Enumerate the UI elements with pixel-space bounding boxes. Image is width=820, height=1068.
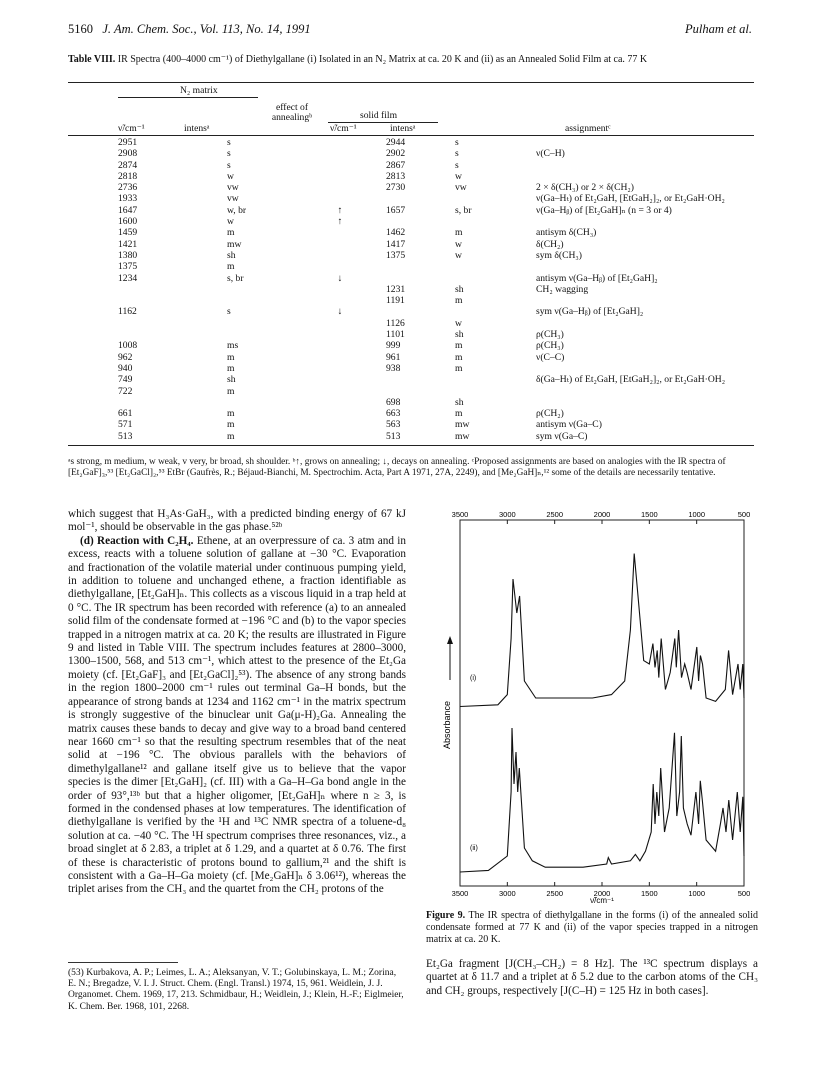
cell-nu-solid: 2902 bbox=[386, 148, 406, 160]
group-n2-matrix: N₂ matrix bbox=[180, 85, 218, 96]
table-row bbox=[68, 318, 754, 329]
cell-assignment bbox=[528, 363, 754, 374]
cell-assignment: ν(Ga–Hᵦ) of [Et₂GaH]ₙ (n = 3 or 4) bbox=[536, 204, 672, 216]
cell-assignment bbox=[528, 261, 754, 272]
paragraph-2-text: Ethene, at an overpressure of ca. 3 atm and in excess, reacts with a toluene solution of gallane at −30 °C. Evaporation and fractionation of the volatile material under continuous pumping yield, in addition to toluene and unchanged ethene, a fraction identifiable as diethylgallane, [Et₂GaH]ₙ. This collects as a viscous liquid in a trap held at 0 °C. The IR spectrum has been recorded with reference (a) to an annealed solid film of the condensate formed at −196 °C and (b) to the vapor species trapped in a nitrogen matrix at ca. 20 K; the results are illustrated in Figure 9 and listed in Table VIII. The spectrum includes features at 2800–3000, 1300–1500, 568, and 513 cm⁻¹, which attest to the presence of the Et₂Ga moiety (cf. [Et₂GaF]₃ and [Et₂GaCl]₂⁵³). The absence of any strong bands in the region 1800–2000 cm⁻¹ rules out terminal Ga–H bonds, but the appearance of strong bands at 1234 and 1162 cm⁻¹ in the matrix spectrum is strongly suggestive of the binuclear unit Ga(μ-H)₂Ga. Annealing the matrix causes these bands to decay and give way to a broad band centered near 1660 cm⁻¹ so that the resulting spectrum resembles that of the neat solid at −196 °C. The obvious parallels with the behaviors of dimethylgallane¹² and gallane itself give us to believe that the vapor species is the dimer [Et₂GaH]₂ (cf. III) with a Ga–H–Ga bond angle in the order of 93°,¹³ᵇ but that a higher oligomer, [Et₂GaH]ₙ where n ≥ 3, is formed in the condensed phases at low temperatures. The identification of diethylgallane is verified by the ¹H and ¹³C NMR spectra of a toluene-d₈ solution at ca. −40 °C. The ¹H spectrum comprises three resonances, viz., a broad singlet at δ 2.83, a triplet at δ 1.29, and a quartet at δ 0.76. The first of these is characteristic of protons bound to gallium,²¹ and the shift is consistent with a Ga–H–Ga moiety (cf. [Me₂GaH]ₙ δ 3.06¹²), whereas the triplet arises from the CH₃ and the quartet from the CH₂ protons of the bbox=[68, 534, 406, 896]
table-row bbox=[68, 431, 754, 442]
table-row bbox=[68, 306, 754, 317]
figure-9-caption bbox=[426, 910, 758, 946]
cell-intens-solid: sh bbox=[455, 329, 464, 341]
cell-nu-matrix bbox=[68, 329, 201, 340]
table-row bbox=[68, 148, 754, 159]
cell-assignment bbox=[528, 397, 754, 408]
cell-assignment: antisym ν(Ga–Hᵦ) of [Et₂GaH]₂ bbox=[536, 272, 658, 284]
figure-9-chart bbox=[426, 510, 758, 908]
cell-annealing bbox=[314, 171, 366, 182]
cell-nu-matrix: 1600 bbox=[118, 216, 138, 228]
cell-intens-matrix: mw bbox=[227, 238, 242, 250]
cell-assignment: antisym δ(CH₃) bbox=[536, 227, 597, 239]
cell-intens-matrix: m bbox=[227, 385, 235, 397]
journal-citation: J. Am. Chem. Soc., Vol. 113, No. 14, 1991 bbox=[102, 22, 311, 36]
cell-nu-matrix: 1234 bbox=[118, 272, 138, 284]
cell-intens-solid bbox=[445, 306, 528, 317]
running-header bbox=[68, 22, 311, 37]
cell-nu-matrix: 2951 bbox=[118, 137, 138, 148]
cell-assignment bbox=[528, 295, 754, 306]
cell-nu-matrix: 1421 bbox=[118, 238, 138, 250]
cell-intens-solid bbox=[445, 216, 528, 227]
cell-nu-solid: 1126 bbox=[386, 317, 405, 329]
cell-assignment bbox=[528, 386, 754, 397]
table-row bbox=[68, 160, 754, 171]
cell-annealing: ↑ bbox=[337, 204, 343, 216]
cell-nu-solid: 698 bbox=[386, 396, 401, 408]
cell-nu-matrix: 1933 bbox=[118, 193, 138, 205]
running-authors: Pulham et al. bbox=[684, 22, 752, 36]
cell-intens-solid: m bbox=[455, 362, 463, 374]
cell-nu-solid bbox=[366, 216, 445, 227]
cell-nu-matrix: 1162 bbox=[118, 306, 137, 318]
reference-53: (53) Kurbakova, A. P.; Leimes, L. A.; Aleksanyan, V. T.; Golubinskaya, L. M.; Zorina, E. N.; Bregadze, V. I. J. Struct. Chem. (Engl. Transl.) 1974, 15, 961. Weidlein, J. J. Organomet. Chem. 1969, 17, 213. Schmidbaur, H.; Weidlein, J.; Klein, H.-F.; Eiglmeier, K. Chem. Ber. 1968, 101, 2268. bbox=[68, 968, 404, 1012]
cell-annealing bbox=[314, 261, 366, 272]
cell-nu-matrix: 2736 bbox=[118, 182, 138, 194]
figure-caption-text: The IR spectra of diethylgallane in the forms (i) of the annealed solid condensate formed at 77 K and (ii) of the vapor species trapped in a nitrogen matrix at ca. 20 K. bbox=[426, 910, 758, 945]
cell-annealing bbox=[314, 431, 366, 442]
cell-intens-solid: m bbox=[455, 295, 463, 307]
cell-assignment: ρ(CH₂) bbox=[536, 408, 564, 420]
cell-nu-matrix: 722 bbox=[118, 385, 133, 397]
cell-assignment bbox=[528, 171, 754, 182]
cell-annealing: ↓ bbox=[337, 272, 343, 284]
spectrum-trace-ii bbox=[460, 728, 744, 872]
cell-intens-matrix: s bbox=[227, 137, 231, 148]
cell-annealing bbox=[314, 148, 366, 159]
cell-nu-solid: 663 bbox=[386, 408, 401, 420]
cell-intens-matrix bbox=[201, 318, 314, 329]
col-intens2-header: intensᵃ bbox=[390, 123, 416, 134]
table-row bbox=[68, 261, 754, 272]
body-right-column: Et₂Ga fragment [J(CH₃–CH₂) = 8 Hz]. The ¹³C spectrum displays a quartet at δ 11.7 and a triplet at δ 5.2 due to the carbon atoms of the CH₃ and CH₂ groups, respectively [J(C–H) = 125 Hz in both cases]. bbox=[426, 958, 758, 997]
cell-intens-solid: m bbox=[455, 227, 463, 239]
cell-nu-solid: 1462 bbox=[386, 227, 406, 239]
table-row bbox=[68, 374, 754, 385]
cell-assignment: 2 × δ(CH₃) or 2 × δ(CH₂) bbox=[536, 182, 634, 194]
cell-assignment: ρ(CH₃) bbox=[536, 340, 564, 352]
absorbance-arrow-head bbox=[447, 636, 453, 644]
table-row bbox=[68, 137, 754, 148]
cell-intens-solid: m bbox=[455, 351, 463, 363]
cell-nu-solid bbox=[366, 386, 445, 397]
cell-intens-solid: sh bbox=[455, 283, 464, 295]
cell-intens-matrix: m bbox=[227, 430, 235, 442]
table-caption-text: IR Spectra (400–4000 cm⁻¹) of Diethylgallane (i) Isolated in an N₂ Matrix at ca. 20 K and (ii) as an Annealed Solid Film at ca. 77 K bbox=[117, 54, 648, 65]
cell-nu-matrix: 962 bbox=[118, 351, 133, 363]
table-row bbox=[68, 340, 754, 351]
table-row bbox=[68, 363, 754, 374]
cell-nu-solid bbox=[366, 261, 445, 272]
cell-intens-solid: sh bbox=[455, 396, 464, 408]
cell-intens-solid: mw bbox=[455, 419, 470, 431]
cell-annealing bbox=[314, 250, 366, 261]
paragraph-1: which suggest that H₃As·GaH₃, with a predicted binding energy of 67 kJ mol⁻¹, should be observable in the gas phase.⁵²ᵇ bbox=[68, 508, 406, 534]
cell-intens-solid: w bbox=[455, 249, 462, 261]
table-label: Table VIII. bbox=[68, 54, 116, 65]
cell-assignment: CH₂ wagging bbox=[536, 283, 589, 295]
cell-intens-matrix bbox=[201, 397, 314, 408]
cell-intens-solid: w bbox=[455, 238, 462, 250]
cell-assignment: ν(C–C) bbox=[536, 351, 565, 363]
cell-intens-matrix: w bbox=[227, 216, 234, 228]
figure-label: Figure 9. bbox=[426, 910, 466, 921]
cell-annealing bbox=[314, 352, 366, 363]
x-tick-label: 2000 bbox=[593, 889, 611, 898]
cell-assignment: ν(C–H) bbox=[536, 148, 565, 160]
cell-annealing bbox=[314, 363, 366, 374]
cell-intens-matrix: m bbox=[227, 351, 235, 363]
cell-nu-solid: 1375 bbox=[386, 249, 406, 261]
cell-nu-matrix bbox=[68, 318, 201, 329]
table-row bbox=[68, 386, 754, 397]
cell-annealing bbox=[314, 419, 366, 430]
cell-assignment: sym ν(Ga–C) bbox=[536, 430, 588, 442]
cell-nu-matrix: 661 bbox=[118, 408, 133, 420]
col-intens-header: intensᵃ bbox=[184, 123, 210, 134]
cell-intens-matrix: s bbox=[227, 148, 231, 160]
cell-annealing bbox=[314, 295, 366, 306]
reference-rule bbox=[68, 962, 178, 963]
page-number: 5160 bbox=[68, 22, 93, 36]
cell-intens-matrix: s bbox=[227, 306, 231, 318]
cell-assignment: antisym ν(Ga–C) bbox=[536, 419, 602, 431]
cell-assignment bbox=[528, 318, 754, 329]
cell-nu-solid: 1191 bbox=[386, 295, 405, 307]
cell-assignment: δ(CH₂) bbox=[536, 238, 564, 250]
x-tick-label: 3000 bbox=[498, 889, 516, 898]
cell-nu-matrix: 749 bbox=[118, 374, 133, 386]
cell-intens-solid: s bbox=[455, 137, 459, 148]
cell-intens-solid: w bbox=[455, 170, 462, 182]
table-row bbox=[68, 273, 754, 284]
table-row bbox=[68, 397, 754, 408]
table-row bbox=[68, 239, 754, 250]
table-row bbox=[68, 182, 754, 193]
col-nu-header: ν̃/cm⁻¹ bbox=[118, 123, 145, 134]
cell-annealing bbox=[314, 386, 366, 397]
cell-nu-matrix: 2908 bbox=[118, 148, 138, 160]
cell-nu-matrix: 1375 bbox=[118, 261, 138, 273]
cell-assignment: δ(Ga–Hₜ) of Et₂GaH, [EtGaH₂]₂, or Et₂GaH·OH₂ bbox=[536, 374, 726, 386]
table-footnote: ᵃs strong, m medium, w weak, v very, br broad, sh shoulder. ᵇ↑, grows on annealing; ↓, decays on annealing. ᶜProposed assignments are based on analogies with the IR spectra of [Et₂GaF]₃,⁵³ [Et₂GaCl]₂,⁵³ EtBr (Gaufrès, R.; Béjaud-Bianchi, M. Spectrochim. Acta, Part A 1971, 27A, 2249), and [Me₂GaH]ₙ,¹² some of the details are necessarily tentative. bbox=[68, 457, 726, 479]
table-header-rule bbox=[68, 135, 754, 136]
cell-nu-solid bbox=[366, 193, 445, 204]
cell-assignment: ν(Ga–Hₜ) of Et₂GaH, [EtGaH₂]₂, or Et₂GaH·OH₂ bbox=[536, 193, 725, 205]
cell-nu-matrix bbox=[68, 295, 201, 306]
cell-annealing: ↑ bbox=[337, 216, 343, 228]
x-tick-label: 3000 bbox=[498, 510, 516, 519]
table-row bbox=[68, 250, 754, 261]
cell-intens-matrix: w, br bbox=[227, 204, 247, 216]
x-tick-label: 1500 bbox=[640, 889, 658, 898]
cell-intens-solid bbox=[445, 374, 528, 385]
paragraph-2 bbox=[68, 535, 406, 897]
cell-intens-matrix: vw bbox=[227, 182, 239, 194]
x-tick-label: 1000 bbox=[688, 889, 706, 898]
cell-intens-solid bbox=[445, 193, 528, 204]
table-row bbox=[68, 408, 754, 419]
plot-frame bbox=[460, 520, 744, 886]
table-row bbox=[68, 193, 754, 204]
table-row bbox=[68, 205, 754, 216]
cell-nu-matrix: 1459 bbox=[118, 227, 138, 239]
table-bottom-rule bbox=[68, 445, 754, 446]
cell-nu-solid: 513 bbox=[386, 430, 401, 442]
cell-assignment: sym δ(CH₃) bbox=[536, 249, 582, 261]
cell-nu-solid bbox=[366, 273, 445, 284]
cell-nu-solid bbox=[366, 374, 445, 385]
cell-intens-matrix: sh bbox=[227, 374, 236, 386]
cell-intens-matrix: m bbox=[227, 419, 235, 431]
cell-annealing bbox=[314, 137, 366, 148]
x-tick-label: 3500 bbox=[451, 510, 469, 519]
cell-nu-solid: 563 bbox=[386, 419, 401, 431]
table-row bbox=[68, 171, 754, 182]
x-axis-label: ν̃/cm⁻¹ bbox=[590, 896, 614, 905]
cell-intens-solid: vw bbox=[455, 182, 467, 194]
cell-nu-matrix: 940 bbox=[118, 362, 133, 374]
cell-intens-solid: s bbox=[455, 148, 459, 160]
cell-nu-matrix bbox=[68, 284, 201, 295]
x-tick-label: 3500 bbox=[451, 889, 469, 898]
table-row bbox=[68, 419, 754, 430]
cell-annealing bbox=[314, 182, 366, 193]
cell-intens-matrix bbox=[201, 295, 314, 306]
cell-assignment: ρ(CH₃) bbox=[536, 329, 564, 341]
cell-intens-solid bbox=[445, 261, 528, 272]
cell-annealing bbox=[314, 329, 366, 340]
cell-intens-solid: mw bbox=[455, 430, 470, 442]
cell-intens-matrix bbox=[201, 284, 314, 295]
table-top-rule bbox=[68, 82, 754, 83]
cell-intens-matrix: m bbox=[227, 261, 235, 273]
cell-intens-matrix bbox=[201, 329, 314, 340]
y-axis-label: Absorbance bbox=[442, 700, 452, 750]
cell-nu-matrix: 571 bbox=[118, 419, 133, 431]
group-solid-film: solid film bbox=[360, 110, 398, 121]
cell-nu-matrix: 2818 bbox=[118, 170, 138, 182]
table-row bbox=[68, 227, 754, 238]
cell-nu-solid bbox=[366, 306, 445, 317]
x-tick-label: 1000 bbox=[688, 510, 706, 519]
col-assign-header: assignmentᶜ bbox=[565, 123, 611, 134]
cell-nu-solid: 1657 bbox=[386, 204, 406, 216]
cell-intens-matrix: vw bbox=[227, 193, 239, 205]
table-row bbox=[68, 295, 754, 306]
cell-intens-matrix: m bbox=[227, 408, 235, 420]
cell-nu-matrix bbox=[68, 397, 201, 408]
x-tick-label: 2500 bbox=[546, 889, 564, 898]
cell-annealing: ↓ bbox=[337, 306, 343, 318]
cell-nu-solid: 2867 bbox=[386, 159, 406, 171]
cell-assignment bbox=[528, 137, 754, 148]
cell-nu-matrix: 513 bbox=[118, 430, 133, 442]
cell-annealing bbox=[314, 340, 366, 351]
cell-intens-matrix: m bbox=[227, 227, 235, 239]
cell-nu-solid: 961 bbox=[386, 351, 401, 363]
x-tick-label: 2500 bbox=[546, 510, 564, 519]
cell-nu-matrix: 2874 bbox=[118, 159, 138, 171]
cell-nu-solid: 999 bbox=[386, 340, 401, 352]
cell-annealing bbox=[314, 397, 366, 408]
cell-annealing bbox=[314, 374, 366, 385]
cell-intens-matrix: w bbox=[227, 170, 234, 182]
table-row bbox=[68, 284, 754, 295]
cell-annealing bbox=[314, 408, 366, 419]
cell-nu-solid: 2730 bbox=[386, 182, 406, 194]
cell-nu-solid: 1231 bbox=[386, 283, 406, 295]
x-tick-label: 2000 bbox=[593, 510, 611, 519]
top-tick-labels bbox=[452, 510, 751, 524]
cell-intens-matrix: s, br bbox=[227, 272, 244, 284]
cell-nu-solid: 2813 bbox=[386, 170, 406, 182]
cell-intens-solid bbox=[445, 273, 528, 284]
cell-intens-solid: s bbox=[455, 159, 459, 171]
cell-annealing bbox=[314, 160, 366, 171]
x-tick-label: 1500 bbox=[640, 510, 658, 519]
cell-annealing bbox=[314, 239, 366, 250]
col-nu2-header: ν̃/cm⁻¹ bbox=[330, 123, 357, 134]
section-heading: (d) Reaction with C₂H₄. bbox=[80, 534, 194, 547]
cell-assignment bbox=[528, 216, 754, 227]
cell-assignment: sym ν(Ga–Hᵦ) of [Et₂GaH]₂ bbox=[536, 306, 644, 318]
cell-nu-solid: 1417 bbox=[386, 238, 406, 250]
col-effect-header: effect of annealingᵇ bbox=[271, 102, 313, 123]
cell-nu-matrix: 1008 bbox=[118, 340, 138, 352]
ir-spectra-table bbox=[68, 137, 754, 442]
cell-annealing bbox=[314, 318, 366, 329]
cell-nu-matrix: 1647 bbox=[118, 204, 138, 216]
cell-intens-matrix: s bbox=[227, 159, 231, 171]
cell-annealing bbox=[314, 284, 366, 295]
table-caption bbox=[68, 54, 758, 66]
cell-annealing bbox=[314, 227, 366, 238]
body-left-column bbox=[68, 508, 406, 897]
cell-intens-solid: m bbox=[455, 340, 463, 352]
x-tick-label: 500 bbox=[737, 889, 751, 898]
spectrum-trace-i bbox=[460, 554, 744, 707]
cell-intens-matrix: ms bbox=[227, 340, 239, 352]
cell-intens-solid: s, br bbox=[455, 204, 472, 216]
cell-nu-matrix: 1380 bbox=[118, 249, 138, 261]
cell-intens-solid bbox=[445, 386, 528, 397]
table-row bbox=[68, 216, 754, 227]
cell-assignment bbox=[528, 160, 754, 171]
table-row bbox=[68, 329, 754, 340]
cell-intens-matrix: sh bbox=[227, 249, 236, 261]
trace-i-label: (i) bbox=[470, 675, 477, 682]
group-n2-rule bbox=[118, 97, 258, 98]
x-tick-label: 500 bbox=[737, 510, 751, 519]
table-row bbox=[68, 352, 754, 363]
cell-intens-solid: w bbox=[455, 317, 462, 329]
cell-annealing bbox=[314, 193, 366, 204]
cell-intens-matrix: m bbox=[227, 362, 235, 374]
trace-ii-label: (ii) bbox=[470, 845, 478, 852]
cell-nu-solid: 1101 bbox=[386, 329, 405, 341]
cell-nu-solid: 938 bbox=[386, 362, 401, 374]
cell-nu-solid: 2944 bbox=[386, 137, 406, 148]
cell-intens-solid: m bbox=[455, 408, 463, 420]
